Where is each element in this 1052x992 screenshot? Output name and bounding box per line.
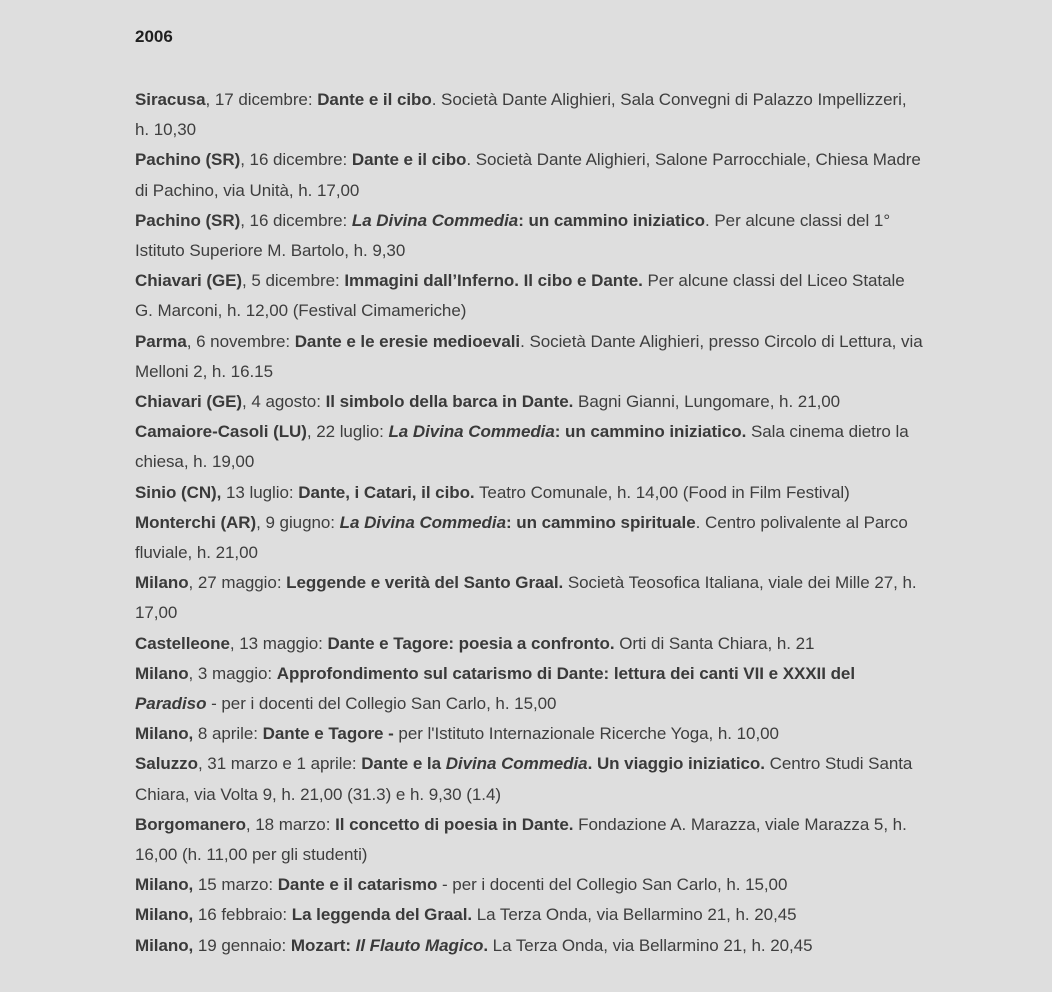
event-item bbox=[135, 870, 925, 900]
event-text-bold: Milano, bbox=[135, 935, 194, 955]
event-text-bold: Dante e il cibo bbox=[317, 90, 432, 109]
event-text: - per i docenti del Collegio San Carlo, h. 15,00 bbox=[437, 875, 788, 895]
event-text: per l'Istituto Internazionale Ricerche Yoga, h. 10,00 bbox=[393, 724, 779, 744]
event-text-bold: Dante e Tagore - bbox=[262, 724, 394, 744]
event-text: , 3 maggio: bbox=[188, 663, 277, 683]
event-text-bold: . bbox=[483, 935, 488, 955]
event-text: . Società Dante Alighieri, Salone Parrocchiale, Chiesa Madre di Pachino, via Unità, h. 17,00 bbox=[135, 150, 921, 200]
event-text-italic: La Divina Commedia bbox=[388, 422, 555, 442]
event-text: , 6 novembre: bbox=[186, 331, 295, 351]
event-text-bold bbox=[340, 513, 506, 532]
event-text-bold: Il concetto di poesia in Dante. bbox=[335, 814, 574, 834]
event-text: , 4 agosto: bbox=[242, 392, 326, 412]
event-text-bold: Monterchi (AR) bbox=[135, 512, 257, 532]
event-text-bold: Mozart: bbox=[290, 935, 356, 955]
event-text-bold: Dante e Tagore: poesia a confronto. bbox=[327, 633, 615, 653]
event-item bbox=[135, 719, 925, 749]
event-text-bold: Immagini dall’Inferno. Il cibo e Dante. bbox=[344, 271, 643, 291]
event-text-bold: Castelleone bbox=[135, 633, 230, 653]
event-text: Sala cinema dietro la chiesa, h. 19,00 bbox=[135, 422, 909, 472]
event-text: , 18 marzo: bbox=[245, 814, 336, 834]
event-text-bold bbox=[388, 422, 554, 441]
event-text: Società Teosofica Italiana, viale dei Mille 27, h. 17,00 bbox=[135, 573, 917, 623]
event-item bbox=[135, 145, 925, 205]
event-item bbox=[135, 810, 925, 870]
event-text-bold: Milano, bbox=[135, 875, 194, 895]
event-text-bold: : un cammino iniziatico. bbox=[554, 422, 747, 442]
event-item bbox=[135, 900, 925, 930]
event-text-bold: Dante e le eresie medioevali bbox=[294, 331, 521, 351]
event-text: 13 luglio: bbox=[221, 482, 299, 502]
event-text-italic: La Divina Commedia bbox=[339, 512, 506, 532]
event-item bbox=[135, 629, 925, 659]
event-text-bold: Milano, bbox=[135, 905, 194, 925]
event-item bbox=[135, 387, 925, 417]
event-text-bold: Approfondimento sul catarismo di Dante: lettura dei canti VII e XXXII del bbox=[276, 663, 855, 683]
event-text-bold: Borgomanero bbox=[135, 814, 246, 834]
event-text: . Società Dante Alighieri, presso Circolo di Lettura, via Melloni 2, h. 16.15 bbox=[135, 331, 923, 381]
event-text: , 17 dicembre: bbox=[205, 90, 318, 109]
event-text-bold: Camaiore-Casoli (LU) bbox=[135, 422, 307, 442]
event-text-italic: Paradiso bbox=[135, 694, 207, 714]
event-list bbox=[135, 85, 925, 961]
event-text-bold: Saluzzo bbox=[135, 754, 198, 774]
event-text: , 27 maggio: bbox=[188, 573, 287, 593]
event-text-bold: Pachino (SR) bbox=[135, 150, 241, 170]
event-item bbox=[135, 568, 925, 628]
event-text-bold: Parma bbox=[135, 331, 187, 351]
event-text: Centro Studi Santa Chiara, via Volta 9, h. 21,00 (31.3) e h. 9,30 (1.4) bbox=[135, 754, 913, 804]
event-text: . Centro polivalente al Parco fluviale, h. 21,00 bbox=[135, 512, 908, 563]
event-text: , 22 luglio: bbox=[306, 422, 389, 442]
event-text-italic: Divina Commedia bbox=[445, 754, 588, 774]
event-text: . Per alcune classi del 1° Istituto Superiore M. Bartolo, h. 9,30 bbox=[135, 210, 891, 261]
event-text-bold: Milano bbox=[135, 663, 189, 683]
event-text-bold: Il simbolo della barca in Dante. bbox=[325, 392, 574, 412]
event-text: , 13 maggio: bbox=[229, 633, 328, 653]
event-item bbox=[135, 417, 925, 477]
event-text-bold bbox=[135, 694, 206, 713]
event-text: 8 aprile: bbox=[193, 724, 263, 744]
event-text: . Società Dante Alighieri, Sala Convegni di Palazzo Impellizzeri, h. 10,30 bbox=[135, 90, 907, 140]
event-text: Bagni Gianni, Lungomare, h. 21,00 bbox=[573, 392, 841, 412]
event-item bbox=[135, 266, 925, 326]
event-text: , 9 giugno: bbox=[256, 512, 340, 532]
event-text: 15 marzo: bbox=[193, 875, 278, 895]
event-item bbox=[135, 478, 925, 508]
event-text-bold: Chiavari (GE) bbox=[135, 271, 243, 291]
event-text: Teatro Comunale, h. 14,00 (Food in Film Festival) bbox=[474, 482, 850, 502]
event-item bbox=[135, 749, 925, 809]
event-text-bold bbox=[446, 754, 588, 773]
event-text-bold: : un cammino iniziatico bbox=[518, 210, 706, 230]
event-text: Per alcune classi del Liceo Statale G. Marconi, h. 12,00 (Festival Cimameriche) bbox=[135, 271, 905, 321]
event-item bbox=[135, 931, 925, 961]
event-text: 19 gennaio: bbox=[193, 935, 291, 955]
event-text-bold: Milano bbox=[135, 573, 189, 593]
event-item bbox=[135, 659, 925, 719]
event-text-bold: Dante e il catarismo bbox=[277, 875, 438, 895]
event-text: - per i docenti del Collegio San Carlo, h. 15,00 bbox=[206, 694, 557, 714]
event-text-italic: La Divina Commedia bbox=[351, 210, 519, 230]
event-text: 16 febbraio: bbox=[193, 905, 292, 925]
year-heading: 2006 bbox=[135, 27, 173, 46]
event-text: Fondazione A. Marazza, viale Marazza 5, h. 16,00 (h. 11,00 per gli studenti) bbox=[135, 814, 907, 865]
event-item bbox=[135, 206, 925, 266]
event-text-bold: Sinio (CN), bbox=[135, 482, 222, 502]
event-text-italic: Il Flauto Magico bbox=[355, 935, 484, 955]
event-text-bold: : un cammino spirituale bbox=[505, 512, 696, 532]
event-text-bold bbox=[356, 936, 484, 955]
event-item bbox=[135, 327, 925, 387]
event-item bbox=[135, 85, 925, 145]
event-text-bold bbox=[352, 211, 518, 230]
event-text-bold: Leggende e verità del Santo Graal. bbox=[286, 573, 564, 593]
event-text-bold: . Un viaggio iniziatico. bbox=[587, 754, 765, 774]
event-item bbox=[135, 508, 925, 568]
event-text-bold: Chiavari (GE) bbox=[135, 392, 243, 412]
event-text: , 31 marzo e 1 aprile: bbox=[197, 754, 362, 774]
event-text: , 16 dicembre: bbox=[240, 210, 352, 230]
event-text-bold: Dante e il cibo bbox=[351, 150, 467, 170]
event-text-bold: Dante e la bbox=[361, 754, 446, 774]
event-text: , 16 dicembre: bbox=[240, 150, 352, 170]
event-text-bold: Siracusa bbox=[135, 90, 206, 109]
event-text-bold: La leggenda del Graal. bbox=[291, 905, 473, 925]
event-text: La Terza Onda, via Bellarmino 21, h. 20,45 bbox=[488, 935, 813, 955]
event-text: , 5 dicembre: bbox=[242, 271, 345, 291]
event-text-bold: Dante, i Catari, il cibo. bbox=[298, 482, 475, 502]
event-text-bold: Pachino (SR) bbox=[135, 210, 241, 230]
event-text: La Terza Onda, via Bellarmino 21, h. 20,45 bbox=[472, 905, 797, 925]
event-text: Orti di Santa Chiara, h. 21 bbox=[614, 633, 815, 653]
event-text-bold: Milano, bbox=[135, 724, 194, 744]
